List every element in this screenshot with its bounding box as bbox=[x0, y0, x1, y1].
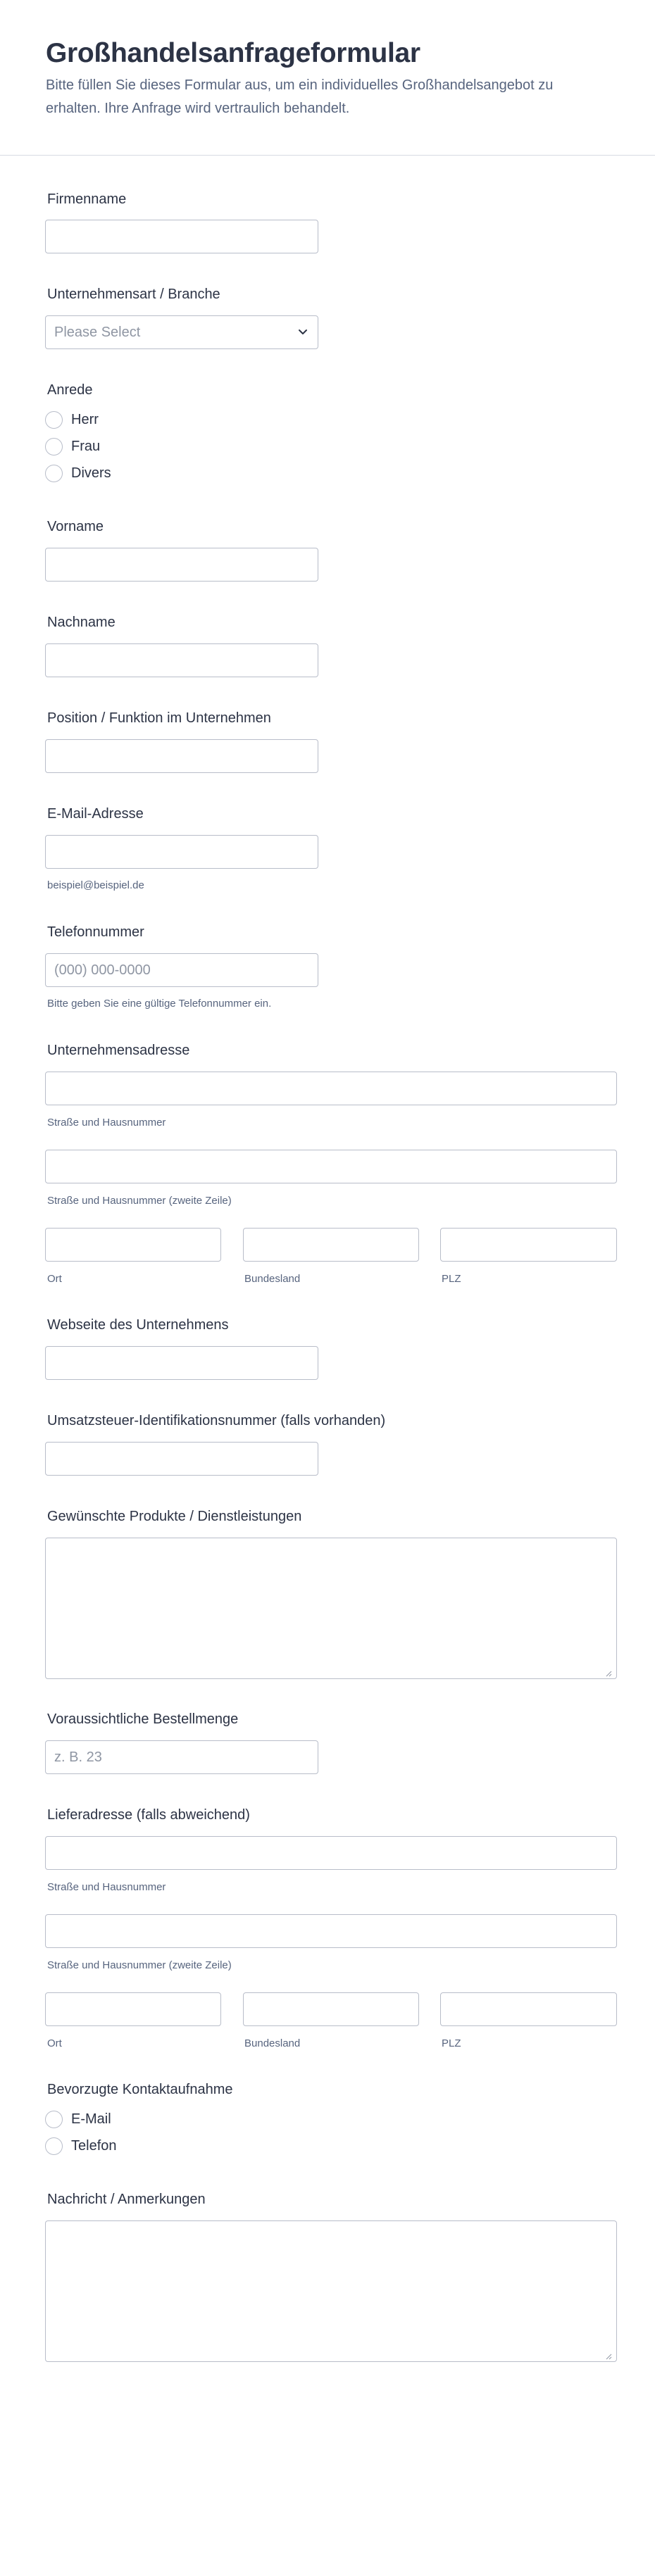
resize-grip-icon[interactable] bbox=[605, 2353, 612, 2360]
position-input[interactable] bbox=[45, 739, 318, 773]
email-input[interactable] bbox=[45, 835, 318, 869]
first-name-label: Vorname bbox=[47, 519, 104, 534]
phone-sublabel: Bitte geben Sie eine gültige Telefonnummer ein. bbox=[47, 998, 272, 1010]
radio-label: Frau bbox=[71, 439, 101, 454]
products-textarea[interactable] bbox=[45, 1538, 617, 1679]
form-subtitle: Bitte füllen Sie dieses Formular aus, um ein individuelles Großhandelsangebot zu erhalten. Ihre Anfrage wird vertraulich behandelt. bbox=[46, 77, 554, 116]
form-header bbox=[0, 0, 655, 156]
business-type-label: Unternehmensart / Branche bbox=[47, 287, 220, 302]
last-name-input[interactable] bbox=[45, 643, 318, 677]
email-label: E-Mail-Adresse bbox=[47, 806, 144, 822]
last-name-label: Nachname bbox=[47, 615, 116, 630]
business-type-placeholder: Please Select bbox=[54, 325, 141, 340]
quantity-label: Voraussichtliche Bestellmenge bbox=[47, 1711, 239, 1727]
company-zip-sublabel: PLZ bbox=[442, 1273, 461, 1285]
delivery-zip-input[interactable] bbox=[440, 1992, 617, 2026]
company-state-sublabel: Bundesland bbox=[244, 1273, 301, 1285]
delivery-state-sublabel: Bundesland bbox=[244, 2037, 301, 2049]
email-sublabel: beispiel@beispiel.de bbox=[47, 879, 144, 891]
website-input[interactable] bbox=[45, 1346, 318, 1380]
company-street2-sublabel: Straße und Hausnummer (zweite Zeile) bbox=[47, 1195, 232, 1207]
quantity-input[interactable] bbox=[45, 1740, 318, 1774]
radio-label: Telefon bbox=[71, 2138, 117, 2154]
radio-button[interactable] bbox=[45, 438, 63, 455]
delivery-street2-input[interactable] bbox=[45, 1914, 617, 1948]
contact-preference-label: Bevorzugte Kontaktaufnahme bbox=[47, 2082, 233, 2097]
first-name-input[interactable] bbox=[45, 548, 318, 582]
company-name-label: Firmenname bbox=[47, 191, 127, 207]
company-state-input[interactable] bbox=[243, 1228, 419, 1262]
delivery-city-sublabel: Ort bbox=[47, 2037, 62, 2049]
phone-input[interactable] bbox=[45, 953, 318, 987]
delivery-street2-sublabel: Straße und Hausnummer (zweite Zeile) bbox=[47, 1959, 232, 1971]
radio-button[interactable] bbox=[45, 411, 63, 429]
delivery-address-label: Lieferadresse (falls abweichend) bbox=[47, 1807, 250, 1823]
website-label: Webseite des Unternehmens bbox=[47, 1317, 229, 1333]
delivery-city-input[interactable] bbox=[45, 1992, 221, 2026]
company-address-label: Unternehmensadresse bbox=[47, 1043, 190, 1058]
delivery-state-input[interactable] bbox=[243, 1992, 419, 2026]
delivery-street-sublabel: Straße und Hausnummer bbox=[47, 1881, 166, 1893]
radio-label: Herr bbox=[71, 412, 99, 427]
radio-label: E-Mail bbox=[71, 2111, 111, 2127]
company-name-input[interactable] bbox=[45, 220, 318, 253]
salutation-label: Anrede bbox=[47, 382, 93, 398]
company-city-sublabel: Ort bbox=[47, 1273, 62, 1285]
company-zip-input[interactable] bbox=[440, 1228, 617, 1262]
radio-button[interactable] bbox=[45, 2111, 63, 2128]
company-street-sublabel: Straße und Hausnummer bbox=[47, 1117, 166, 1129]
vat-id-input[interactable] bbox=[45, 1442, 318, 1476]
delivery-zip-sublabel: PLZ bbox=[442, 2037, 461, 2049]
company-city-input[interactable] bbox=[45, 1228, 221, 1262]
vat-id-label: Umsatzsteuer-Identifikationsnummer (falls vorhanden) bbox=[47, 1413, 386, 1428]
phone-label: Telefonnummer bbox=[47, 924, 144, 940]
resize-grip-icon[interactable] bbox=[605, 1670, 612, 1677]
form-title: Großhandelsanfrageformular bbox=[46, 38, 420, 68]
message-textarea[interactable] bbox=[45, 2220, 617, 2362]
message-label: Nachricht / Anmerkungen bbox=[47, 2192, 206, 2207]
delivery-street-input[interactable] bbox=[45, 1836, 617, 1870]
radio-button[interactable] bbox=[45, 2137, 63, 2155]
radio-label: Divers bbox=[71, 465, 111, 481]
position-label: Position / Funktion im Unternehmen bbox=[47, 710, 271, 726]
products-label: Gewünschte Produkte / Dienstleistungen bbox=[47, 1509, 302, 1524]
business-type-select[interactable] bbox=[45, 315, 318, 349]
radio-button[interactable] bbox=[45, 465, 63, 482]
company-street-input[interactable] bbox=[45, 1072, 617, 1105]
chevron-down-icon bbox=[297, 326, 309, 339]
company-street2-input[interactable] bbox=[45, 1150, 617, 1183]
